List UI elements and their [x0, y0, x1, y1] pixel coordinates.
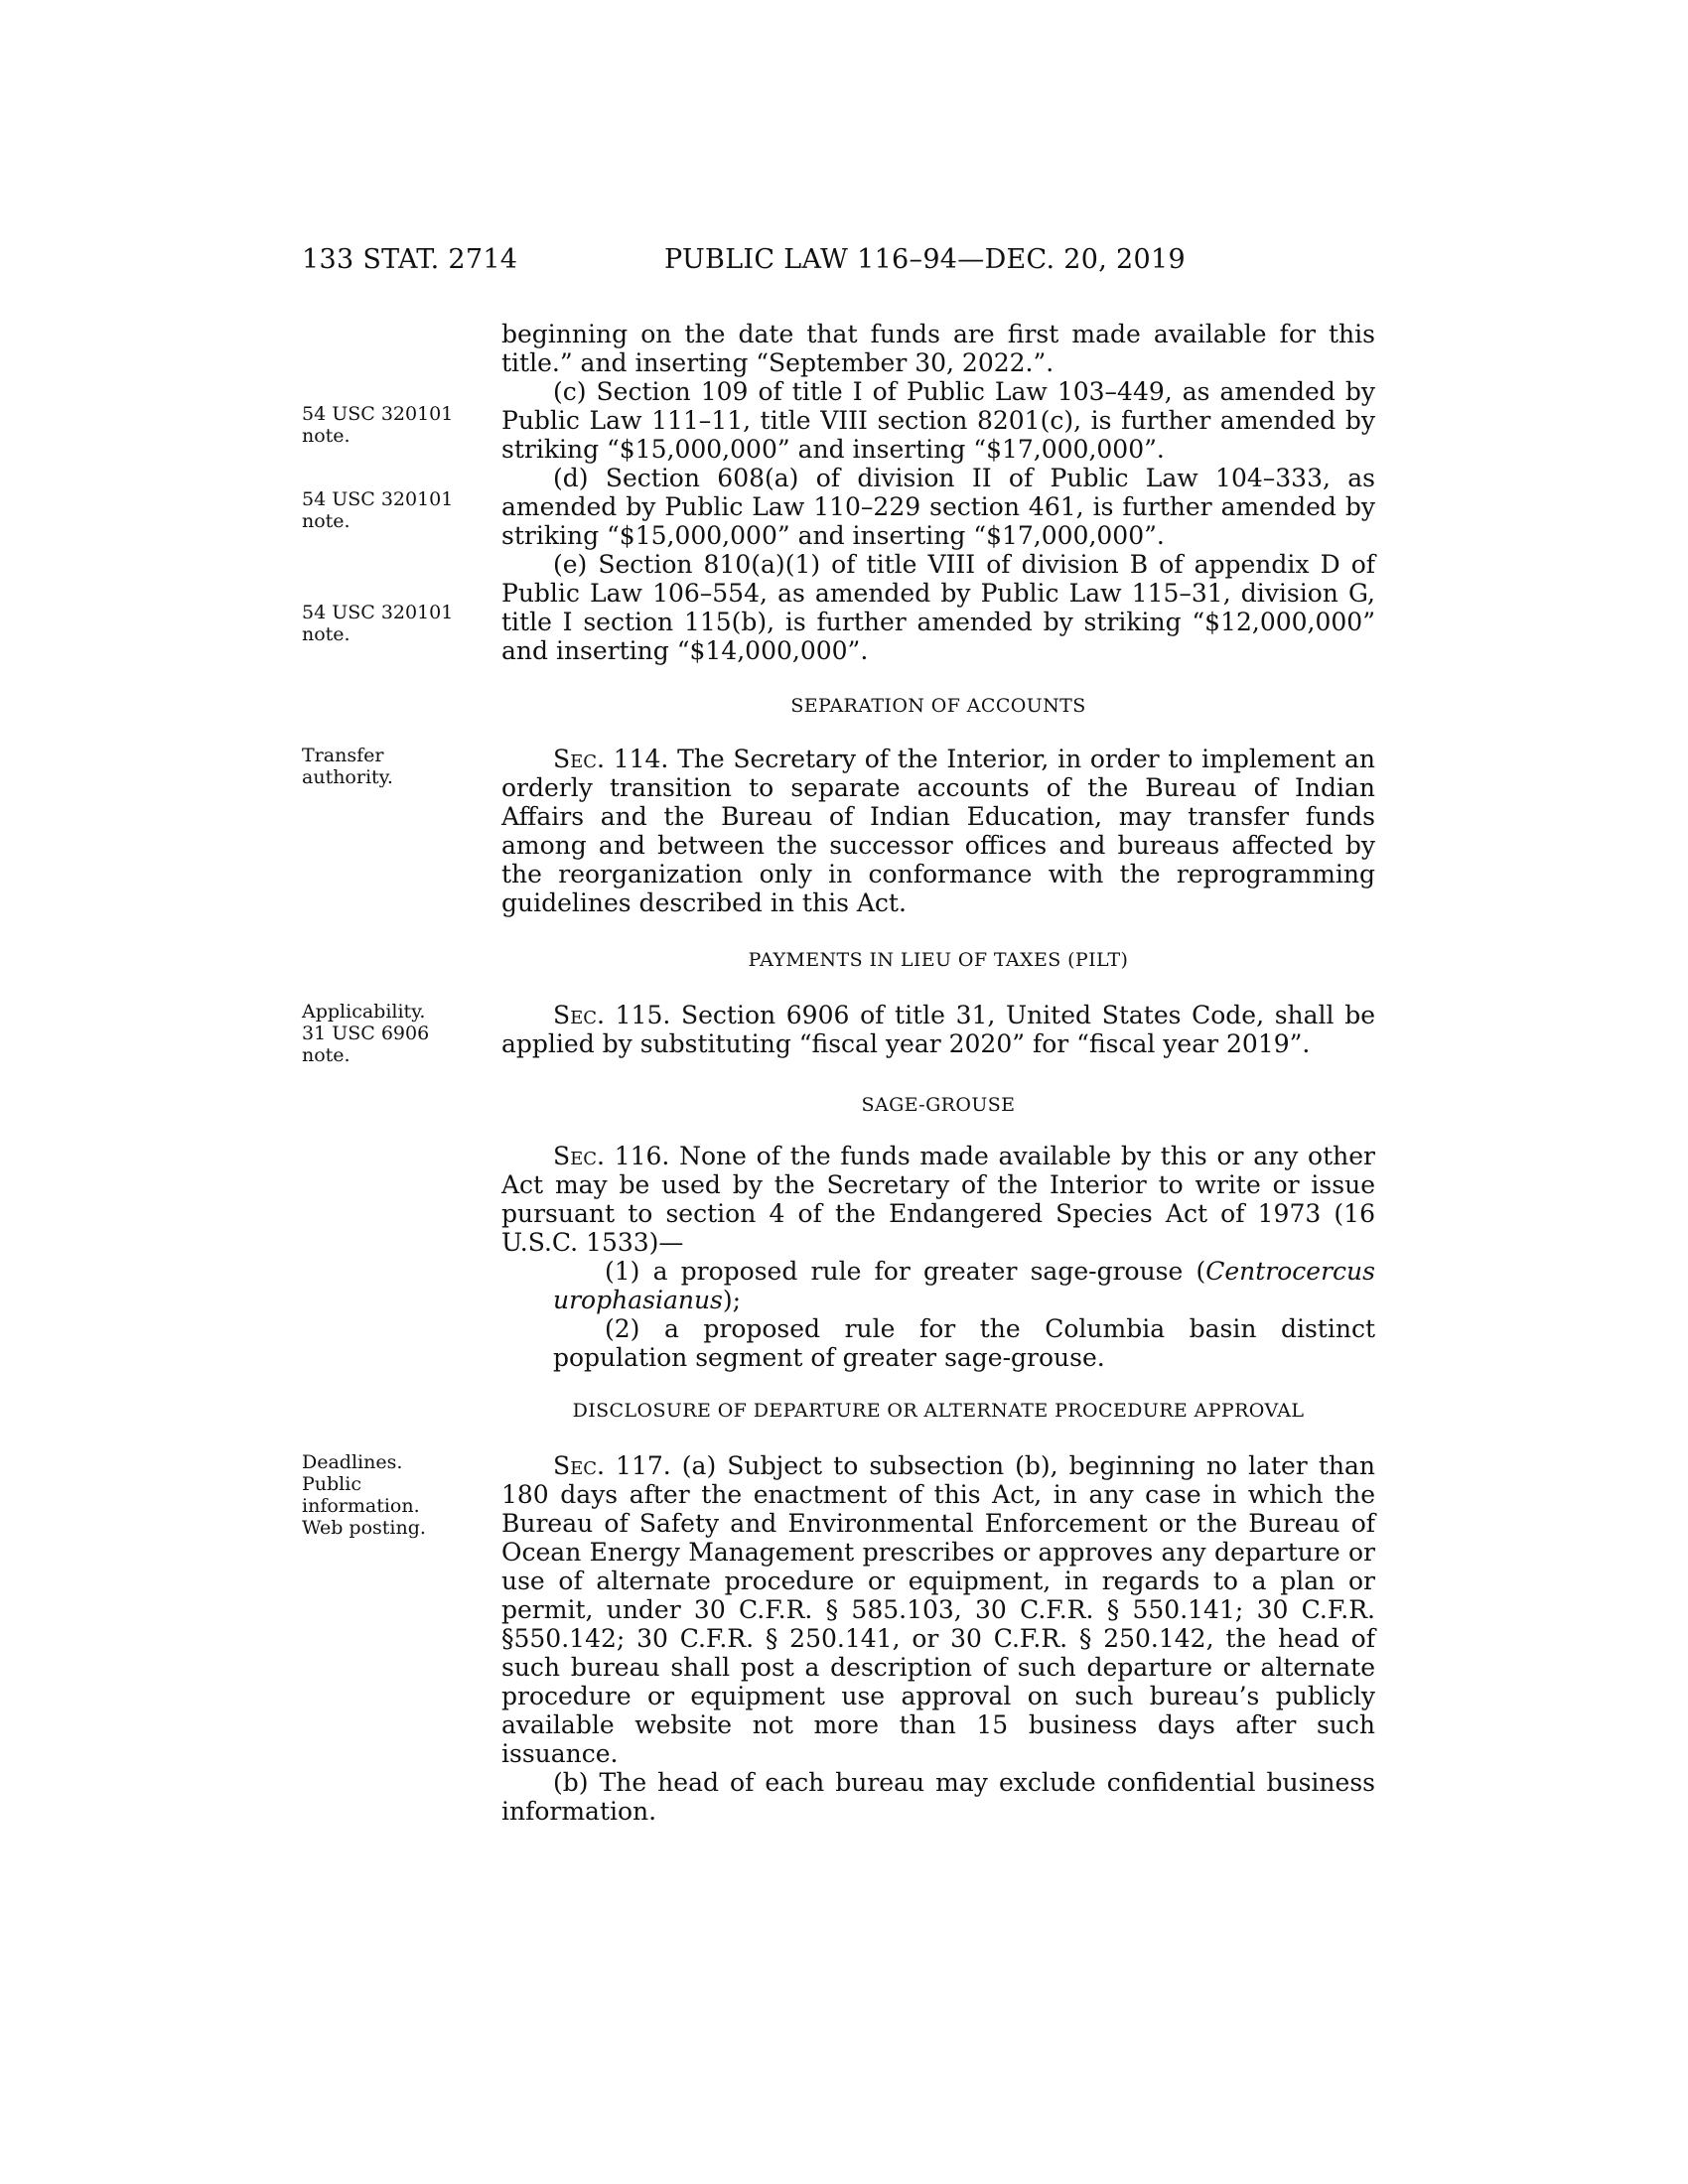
section-116	[501, 1142, 1375, 1372]
subsection-c: (c) Section 109 of title I of Public Law 103–449, as amended by Public Law 111–11, title VIII section 8201(c), is further amended by striking “$15,000,000” and inserting “$17,000,000”.	[501, 377, 1375, 464]
subsection-e: (e) Section 810(a)(1) of title VIII of division B of appendix D of Public Law 106–554, as amended by Public Law 115–31, division G, title I section 115(b), is further amended by striking “$12,000,000” and inserting “$14,000,000”.	[501, 550, 1375, 665]
section-116-item-1: (1) a proposed rule for greater sage-grouse (Centrocercus urophasianus);	[553, 1257, 1375, 1314]
section-116-text: None of the funds made available by this or any other Act may be used by the Secretary of the Interior to write or issue pursuant to section 4 of the Endangered Species Act of 1973 (16 U.S.C. 1533)—	[501, 1142, 1375, 1257]
section-116-item-2: (2) a proposed rule for the Columbia basin distinct population segment of greater sage-grouse.	[553, 1314, 1375, 1372]
intro-paragraph-continued: beginning on the date that funds are first made available for this title.” and inserting “September 30, 2022.”.	[501, 320, 1375, 377]
page-header	[302, 244, 1374, 284]
margin-note-applicability: Applicability. 31 USC 6906 note.	[302, 1001, 430, 1066]
margin-note-usc-1: 54 USC 320101 note.	[302, 403, 454, 447]
margin-note-usc-3: 54 USC 320101 note.	[302, 602, 454, 645]
margin-note-usc-2: 54 USC 320101 note.	[302, 488, 454, 532]
intro-section	[501, 320, 1375, 665]
section-117	[501, 1451, 1375, 1826]
section-114	[501, 745, 1375, 917]
section-116-label: Sec. 116.	[553, 1142, 670, 1170]
margin-note-deadlines: Deadlines. Public information. Web posting.	[302, 1451, 426, 1539]
public-law-title: PUBLIC LAW 116–94—DEC. 20, 2019	[664, 244, 1186, 275]
section-115-label: Sec. 115.	[553, 1001, 671, 1029]
heading-sage-grouse: SAGE-GROUSE	[861, 1094, 1016, 1116]
section-115	[501, 1001, 1375, 1058]
statute-page-number: 133 STAT. 2714	[302, 244, 518, 275]
section-114-text: The Secretary of the Interior, in order to implement an orderly transition to separate accounts of the Bureau of Indian Affairs and the Bureau of Indian Education, may transfer funds among and between the successor offices and bureaus affected by the reorganization only in conformance with the reprogramming guidelines described in this Act.	[501, 745, 1375, 917]
species-name: Centrocercus urophasianus	[553, 1257, 1375, 1314]
heading-pilt: PAYMENTS IN LIEU OF TAXES (PILT)	[748, 949, 1129, 971]
section-117-label: Sec. 117.	[553, 1451, 671, 1480]
margin-note-transfer-authority: Transfer authority.	[302, 745, 393, 788]
section-117-subsection-b: (b) The head of each bureau may exclude confidential business information.	[501, 1768, 1375, 1826]
section-114-label: Sec. 114.	[553, 745, 669, 773]
section-115-text: Section 6906 of title 31, United States Code, shall be applied by substituting “fiscal year 2020” for “fiscal year 2019”.	[501, 1001, 1375, 1058]
section-117-text: (a) Subject to subsection (b), beginning no later than 180 days after the enactment of this Act, in any case in which the Bureau of Safety and Environmental Enforcement or the Bureau of Ocean Energy Management prescribes or approves any departure or use of alternate procedure or equipment, in regards to a plan or permit, under 30 C.F.R. § 585.103, 30 C.F.R. § 550.141; 30 C.F.R. §550.142; 30 C.F.R. § 250.141, or 30 C.F.R. § 250.142, the head of such bureau shall post a description of such departure or alternate procedure or equipment use approval on such bureau’s publicly available website not more than 15 business days after such issuance.	[501, 1451, 1375, 1768]
heading-separation-of-accounts: SEPARATION OF ACCOUNTS	[790, 695, 1086, 717]
subsection-d: (d) Section 608(a) of division II of Public Law 104–333, as amended by Public Law 110–229 section 461, is further amended by striking “$15,000,000” and inserting “$17,000,000”.	[501, 464, 1375, 550]
heading-disclosure: DISCLOSURE OF DEPARTURE OR ALTERNATE PROCEDURE APPROVAL	[572, 1400, 1305, 1422]
